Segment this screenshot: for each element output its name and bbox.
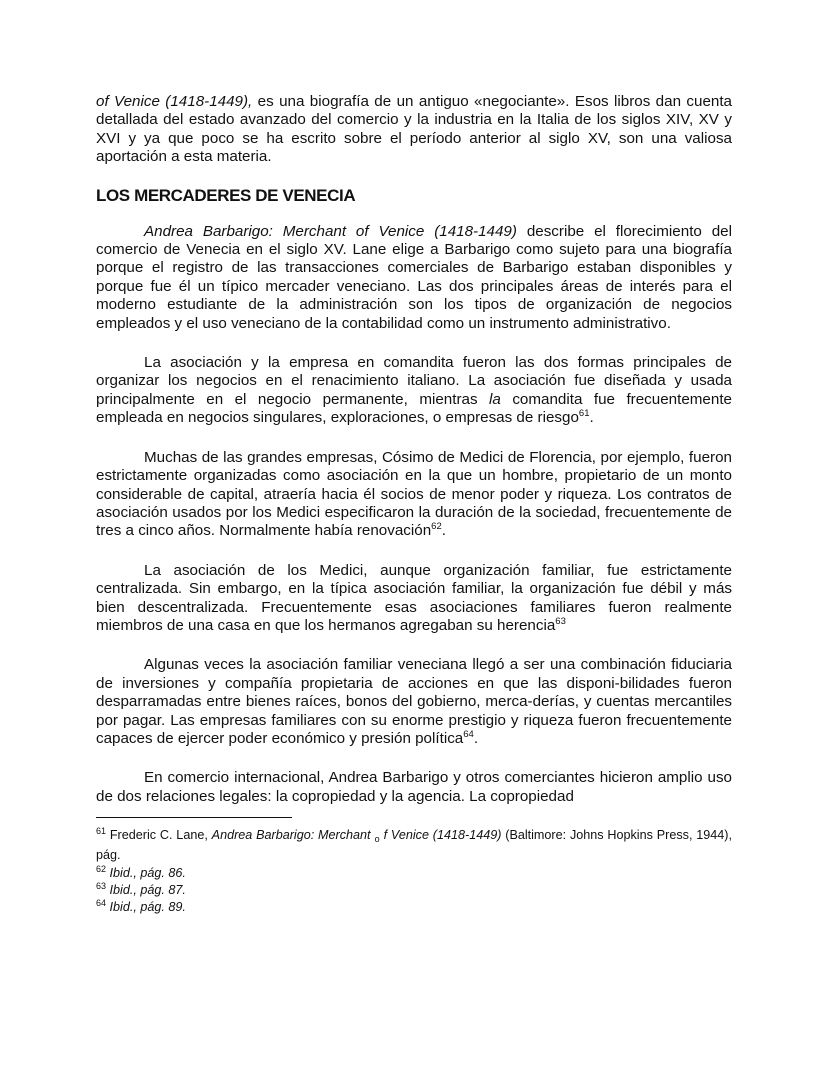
footnote-ref-63[interactable]: 63 — [555, 615, 566, 627]
intro-text: es una biografía de un antiguo «negociante». Esos libros dan cuenta detallada del estado avanzado del comercio y la industria en la Italia de los siglos XIV, XV y XVI y ya que poco se ha escrito sobre el período anterior al siglo XV, son una valiosa aportación a esta materia. — [96, 93, 733, 166]
footnote-text: Ibid., pág. 89. — [106, 900, 186, 914]
paragraph-4 — [96, 562, 732, 636]
footnote-ref-62[interactable]: 62 — [431, 521, 442, 533]
footnote-divider — [96, 817, 292, 818]
paragraph-6 — [96, 769, 732, 806]
footnote-book-title-b: f Venice (1418-1449) — [383, 828, 502, 843]
paragraph-1-book-title: Andrea Barbarigo: Merchant of Venice (1418-1449) — [144, 222, 517, 240]
paragraph-2-text-b: comandita fue frecuentemente empleada en negocios singulares, exploraciones, o empresas de riesgo — [96, 390, 732, 427]
paragraph-4-text: La asociación de los Medici, aunque organización familiar, fue estrictamente centralizada. Sin embargo, en la típica asociación familiar, la organización fue débil y más bien descentralizada. Frecuentemente esas asociaciones familiares fueron realmente miembros de una casa en que los hermanos agregaban su herencia — [96, 561, 732, 634]
footnote-number: 63 — [96, 880, 107, 891]
paragraph-3 — [96, 449, 732, 541]
footnote-book-title-a: Andrea Barbarigo: Merchant — [211, 828, 371, 843]
section-heading: LOS MERCADERES DE VENECIA — [96, 185, 356, 205]
footnote-number: 64 — [96, 898, 107, 908]
paragraph-3-end: . — [441, 522, 446, 540]
paragraph-6-text: En comercio internacional, Andrea Barbarigo y otros comerciantes hicieron amplio uso de dos relaciones legales: la copropiedad y la agencia. La copropiedad — [96, 769, 732, 805]
footnote-ref-61[interactable]: 61 — [578, 408, 590, 420]
footnote-number: 61 — [96, 826, 107, 837]
footnote-61 — [96, 827, 732, 863]
paragraph-2-end: . — [589, 409, 594, 427]
footnote-text: Ibid., pág. 86. — [106, 865, 186, 880]
paragraph-2-italic: la — [489, 390, 501, 408]
footnote-text: Ibid., pág. 87. — [106, 882, 186, 897]
paragraph-3-text: Muchas de las grandes empresas, Cósimo de Medici de Florencia, por ejemplo, fueron estrictamente organizadas como asociación en la que un hombre, propietario de un monto considerable de capital, atraería hacia él socios de menor poder y riqueza. Los contratos de asociación usados por los Medici especificaron la duración de la sociedad, frecuentemente de tres a cinco años. Normalmente había renovación — [96, 448, 732, 540]
footnote-63 — [96, 882, 732, 898]
paragraph-5-text: Algunas veces la asociación familiar veneciana llegó a ser una combinación fiduciaria de inversiones y compañía propietaria de acciones en que las disponi-bilidades fueron desparramadas entre bienes raíces, bonos del gobierno, merca-derías, y cuentas mercantiles por pagar. Las empresas familiares con su enorme prestigio y riqueza fueron frecuentemente capaces de ejercer poder económico y presión política — [96, 656, 732, 747]
paragraph-5 — [96, 656, 732, 748]
document-page — [96, 93, 732, 916]
paragraph-1 — [96, 223, 732, 333]
intro-paragraph — [96, 93, 732, 167]
paragraph-2-text-a: La asociación y la empresa en comandita fueron las dos formas principales de organizar los negocios en el renacimiento italiano. La asociación fue diseñada y usada principalmente en el negocio permanente, mientras — [96, 354, 732, 408]
footnote-text: Frederic C. Lane, — [106, 828, 212, 843]
paragraph-2 — [96, 354, 732, 428]
footnote-stray-subscript: o — [374, 834, 380, 845]
footnotes — [96, 827, 732, 915]
paragraph-1-text: describe el florecimiento del comercio de Venecia en el siglo XV. Lane elige a Barbarigo como sujeto para una biografía porque el registro de las transacciones comerciales de Barbarigo estaban disponibles y porque fue él un típico mercader veneciano. Las dos principales áreas de interés para el moderno estudiante de la administración son los tipos de organización de negocios empleados y el uso veneciano de la contabilidad como un instrumento administrativo. — [96, 222, 732, 332]
footnote-64 — [96, 899, 732, 915]
footnote-ref-64[interactable]: 64 — [463, 728, 474, 740]
footnote-number: 62 — [96, 863, 107, 874]
footnote-62 — [96, 865, 732, 881]
paragraph-5-end: . — [473, 729, 479, 747]
intro-title-italic: of Venice (1418-1449), — [96, 93, 253, 110]
footnote-publisher: (Baltimore: Johns Hopkins Press, 1944), pág. — [96, 828, 732, 863]
